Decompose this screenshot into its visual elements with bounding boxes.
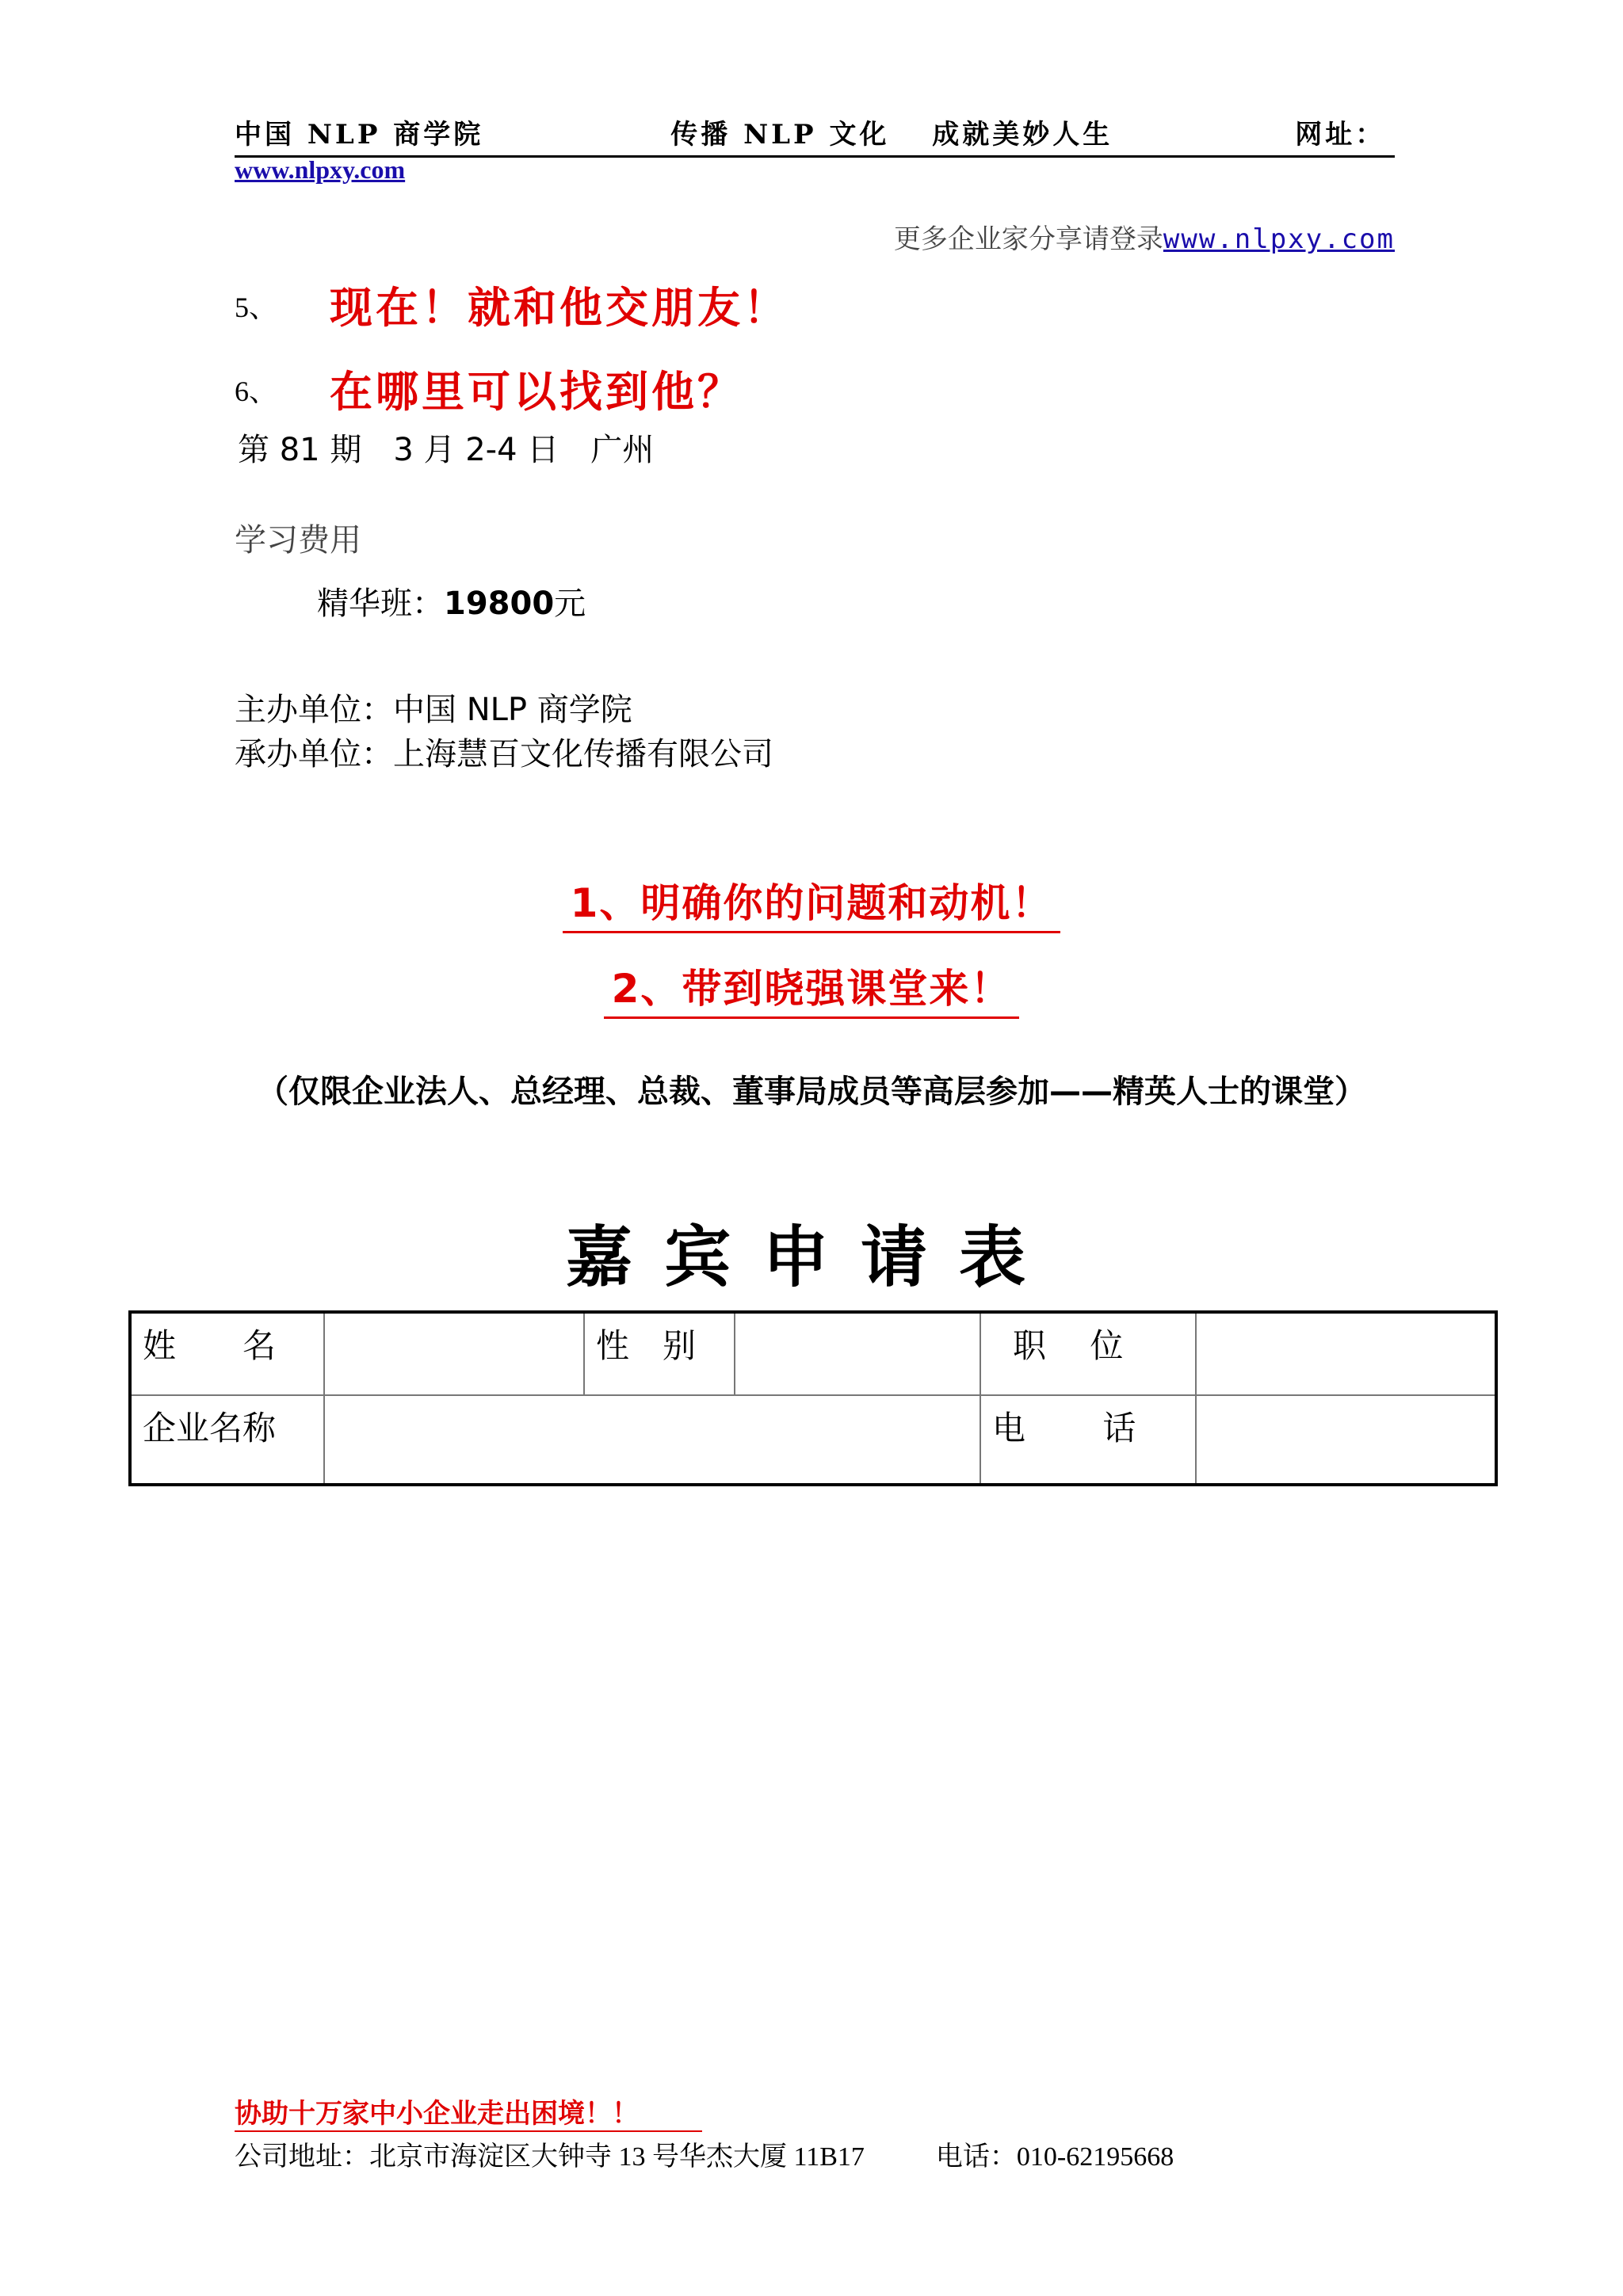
gender-field[interactable] [735, 1312, 980, 1395]
call-to-action-1: 1、明确你的问题和动机！ [0, 871, 1623, 929]
name-field[interactable] [324, 1312, 584, 1395]
footer-contact [235, 2134, 1174, 2173]
header-website-label: 网址： [1295, 119, 1386, 151]
fee-label: 学习费用 [235, 522, 361, 559]
phone-label: 电 话 [980, 1395, 1196, 1485]
application-form [128, 1310, 1498, 1486]
company-label: 企业名称 [130, 1395, 324, 1485]
eligibility-note: （仅限企业法人、总经理、总裁、董事局成员等高层参加——精英人士的课堂） [257, 1074, 1366, 1110]
share-line [894, 217, 1395, 256]
footer-slogan: 协助十万家中小企业走出困境！！ [235, 2092, 702, 2132]
phone-field[interactable] [1196, 1395, 1496, 1485]
share-link[interactable]: www.nlpxy.com [1163, 223, 1395, 255]
co-organizer: 承办单位：上海慧百文化传播有限公司 [235, 736, 773, 772]
fee-detail-label: 精华班： [317, 585, 444, 622]
header-school-name: 中国 NLP 商学院 [235, 119, 484, 151]
fee-unit: 元 [554, 585, 586, 622]
name-label: 姓 名 [130, 1312, 324, 1395]
item-number-6: 6、 [235, 376, 278, 407]
header-website-link[interactable]: www.nlpxy.com [235, 155, 406, 184]
page-header [235, 117, 1395, 158]
gender-label: 性 别 [584, 1312, 735, 1395]
call-to-action-2: 2、带到晓强课堂来！ [0, 957, 1623, 1014]
fee-detail [317, 578, 586, 624]
position-field[interactable] [1196, 1312, 1496, 1395]
header-slogan: 传播 NLP 文化 成就美妙人生 [670, 119, 1113, 151]
position-label: 职 位 [980, 1312, 1196, 1395]
item-text-5: 现在！就和他交朋友！ [330, 283, 789, 333]
share-text: 更多企业家分享请登录 [893, 223, 1163, 255]
footer-address: 公司地址：北京市海淀区大钟寺 13 号华杰大厦 11B17 [235, 2142, 865, 2172]
session-info: 第 81 期 3 月 2-4 日 广州 [238, 432, 655, 468]
item-number-5: 5、 [235, 292, 278, 323]
form-title: 嘉宾申请表 [565, 1219, 1057, 1296]
company-field[interactable] [324, 1395, 980, 1485]
footer-phone: 电话：010-62195668 [935, 2142, 1174, 2172]
host-organizer: 主办单位：中国 NLP 商学院 [235, 692, 632, 728]
fee-amount: 19800 [444, 585, 555, 622]
item-text-6: 在哪里可以找到他？ [330, 367, 743, 417]
